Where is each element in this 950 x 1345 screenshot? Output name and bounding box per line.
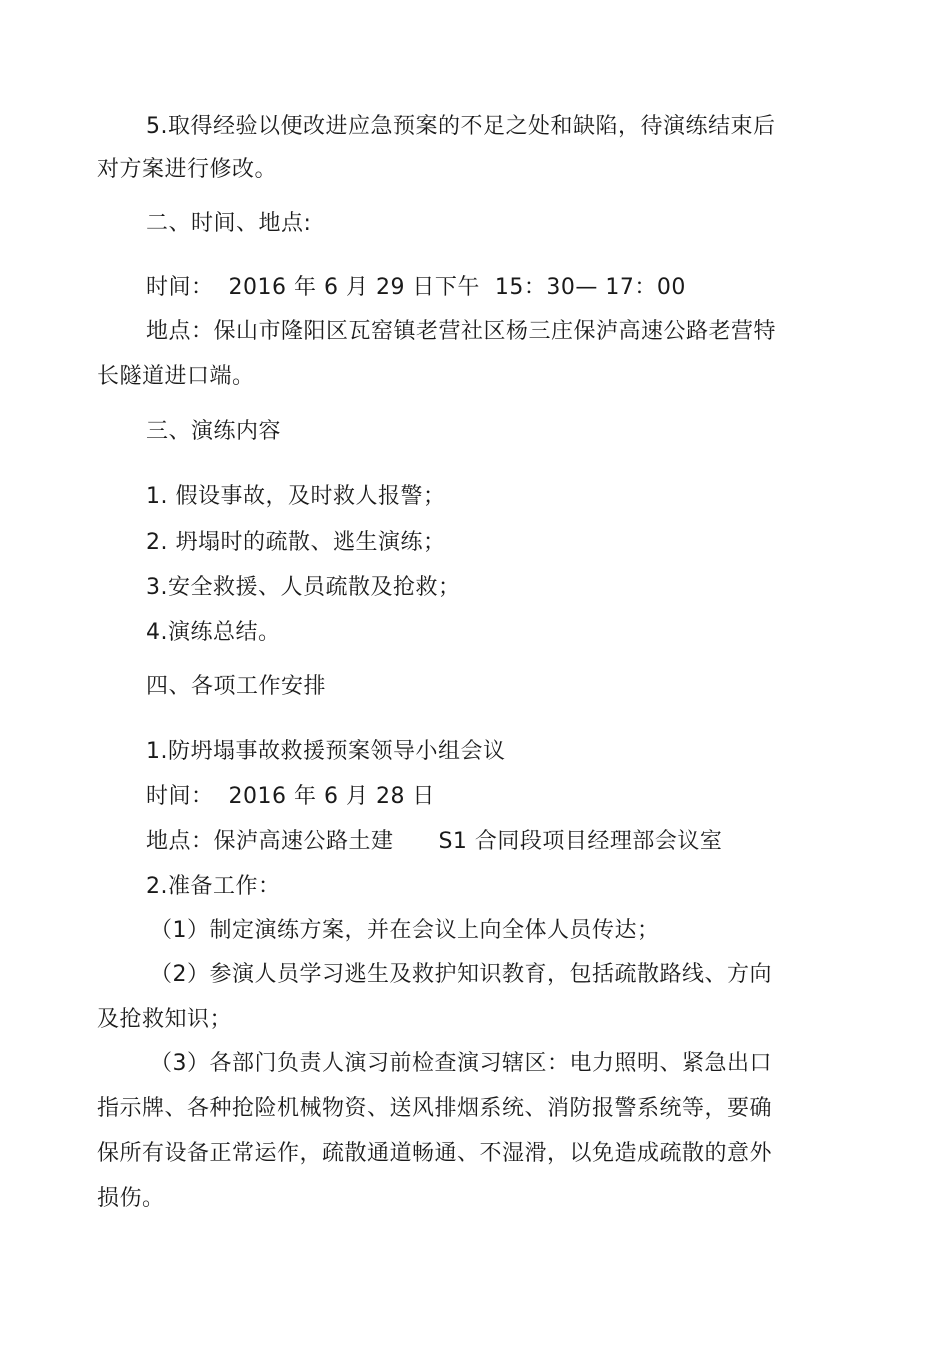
list-item: 3.安全救援、人员疏散及抢救； — [146, 575, 461, 600]
paragraph-line: 地点：保泸高速公路土建 S1 合同段项目经理部会议室 — [146, 829, 723, 854]
paragraph-line: 保所有设备正常运作，疏散通道畅通、不湿滑，以免造成疏散的意外 — [97, 1141, 773, 1166]
paragraph-line: 对方案进行修改。 — [97, 157, 278, 182]
paragraph-line: 长隧道进口端。 — [97, 364, 255, 389]
list-item: 1. 假设事故，及时救人报警； — [146, 484, 446, 509]
paragraph-line: 5.取得经验以便改进应急预案的不足之处和缺陷，待演练结束后 — [146, 114, 776, 139]
list-item: 1.防坍塌事故救援预案领导小组会议 — [146, 739, 506, 764]
sub-item: （2）参演人员学习逃生及救护知识教育，包括疏散路线、方向 — [150, 962, 772, 987]
section-heading-time-location: 二、时间、地点: — [146, 211, 312, 236]
list-item: 2. 坍塌时的疏散、逃生演练； — [146, 530, 446, 555]
sub-item: （3）各部门负责人演习前检查演习辖区：电力照明、紧急出口 — [150, 1051, 772, 1076]
section-heading-drill-content: 三、演练内容 — [146, 419, 282, 444]
list-item: 4.演练总结。 — [146, 620, 281, 645]
sub-item: （1）制定演练方案，并在会议上向全体人员传达； — [150, 918, 660, 943]
paragraph-line: 及抢救知识； — [97, 1007, 233, 1032]
section-heading-work-arrangement: 四、各项工作安排 — [146, 674, 327, 699]
list-item: 2.准备工作： — [146, 874, 281, 899]
paragraph-line: 地点：保山市隆阳区瓦窑镇老营社区杨三庄保泸高速公路老营特 — [146, 319, 777, 344]
paragraph-line: 损伤。 — [97, 1186, 165, 1211]
paragraph-line: 指示牌、各种抢险机械物资、送风排烟系统、消防报警系统等，要确 — [97, 1096, 773, 1121]
paragraph-line: 时间： 2016 年 6 月 28 日 — [146, 784, 435, 809]
paragraph-line: 时间： 2016 年 6 月 29 日下午 15：30— 17：00 — [146, 275, 686, 300]
